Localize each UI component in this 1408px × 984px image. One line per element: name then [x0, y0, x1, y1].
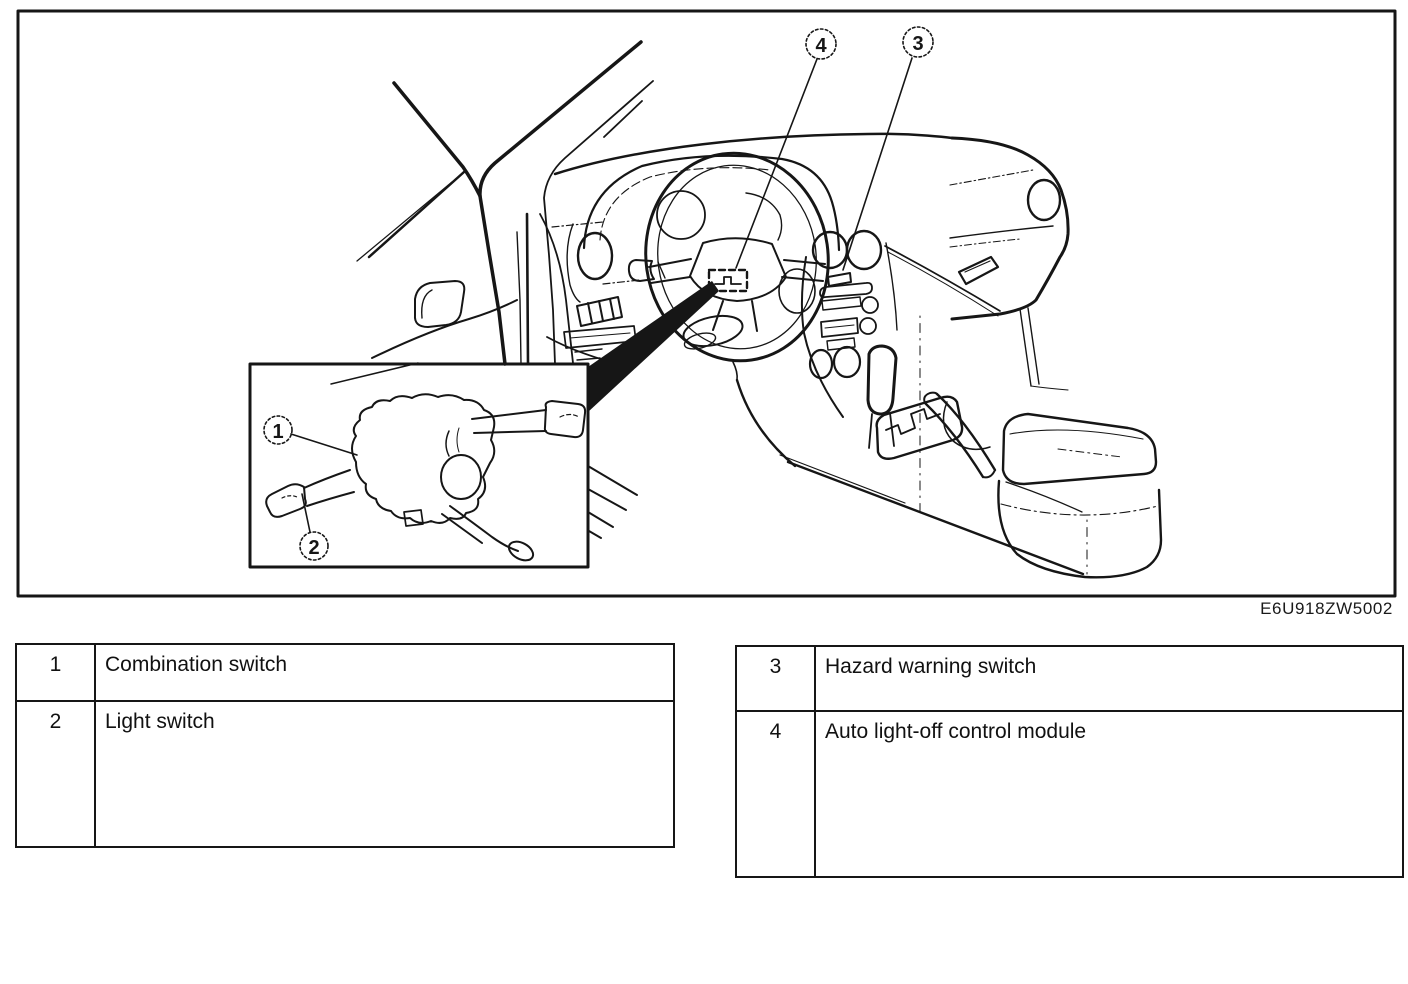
dash-left-section [540, 134, 952, 367]
legend-item-label: Hazard warning switch [825, 655, 1037, 678]
callout-2-number: 2 [308, 537, 320, 559]
table-row [737, 647, 1402, 710]
legend-item-label: Auto light-off control module [825, 720, 1087, 743]
table-row [17, 645, 673, 700]
legend-item-number: 4 [737, 712, 816, 876]
callout-4 [806, 29, 836, 59]
callout-3-number: 3 [912, 33, 924, 55]
callout-1-number: 1 [272, 421, 284, 443]
a-pillar-and-roof [357, 42, 653, 364]
leader-lines [736, 58, 912, 270]
legend-item-label: Combination switch [105, 653, 288, 676]
table-row [737, 710, 1402, 876]
leader-line-4 [736, 59, 817, 268]
leader-line-1 [291, 434, 357, 455]
column-stalk-behind-wheel [629, 260, 654, 281]
shift-lever [868, 346, 896, 414]
legend-item-label: Light switch [105, 710, 215, 733]
armrest-console [998, 414, 1161, 577]
center-stack [779, 231, 897, 417]
callout-3 [903, 27, 933, 57]
shifter-console [733, 316, 1083, 574]
callout-4-number: 4 [815, 35, 827, 57]
legend-table-right [735, 645, 1404, 878]
gauge-dial [657, 191, 705, 239]
legend-item-number: 3 [737, 647, 816, 710]
legend-table-left [15, 643, 675, 848]
instrument-cluster [584, 156, 839, 250]
legend-item-number: 1 [17, 645, 96, 700]
center-vent-left [813, 232, 847, 268]
combination-switch-inset [250, 281, 719, 567]
figure-border [18, 11, 1395, 596]
armrest-pad [1003, 414, 1156, 484]
callout-1 [264, 416, 357, 455]
figure-code: E6U918ZW5002 [1260, 599, 1393, 618]
center-vent-right [847, 231, 881, 269]
passenger-vent-circle [1028, 180, 1060, 220]
glovebox-latch [959, 257, 998, 284]
legend-item-number: 2 [17, 702, 96, 846]
door-panel [331, 281, 517, 384]
table-row [17, 700, 673, 846]
dash-right-section [885, 138, 1068, 390]
side-vent-circle [578, 233, 612, 279]
